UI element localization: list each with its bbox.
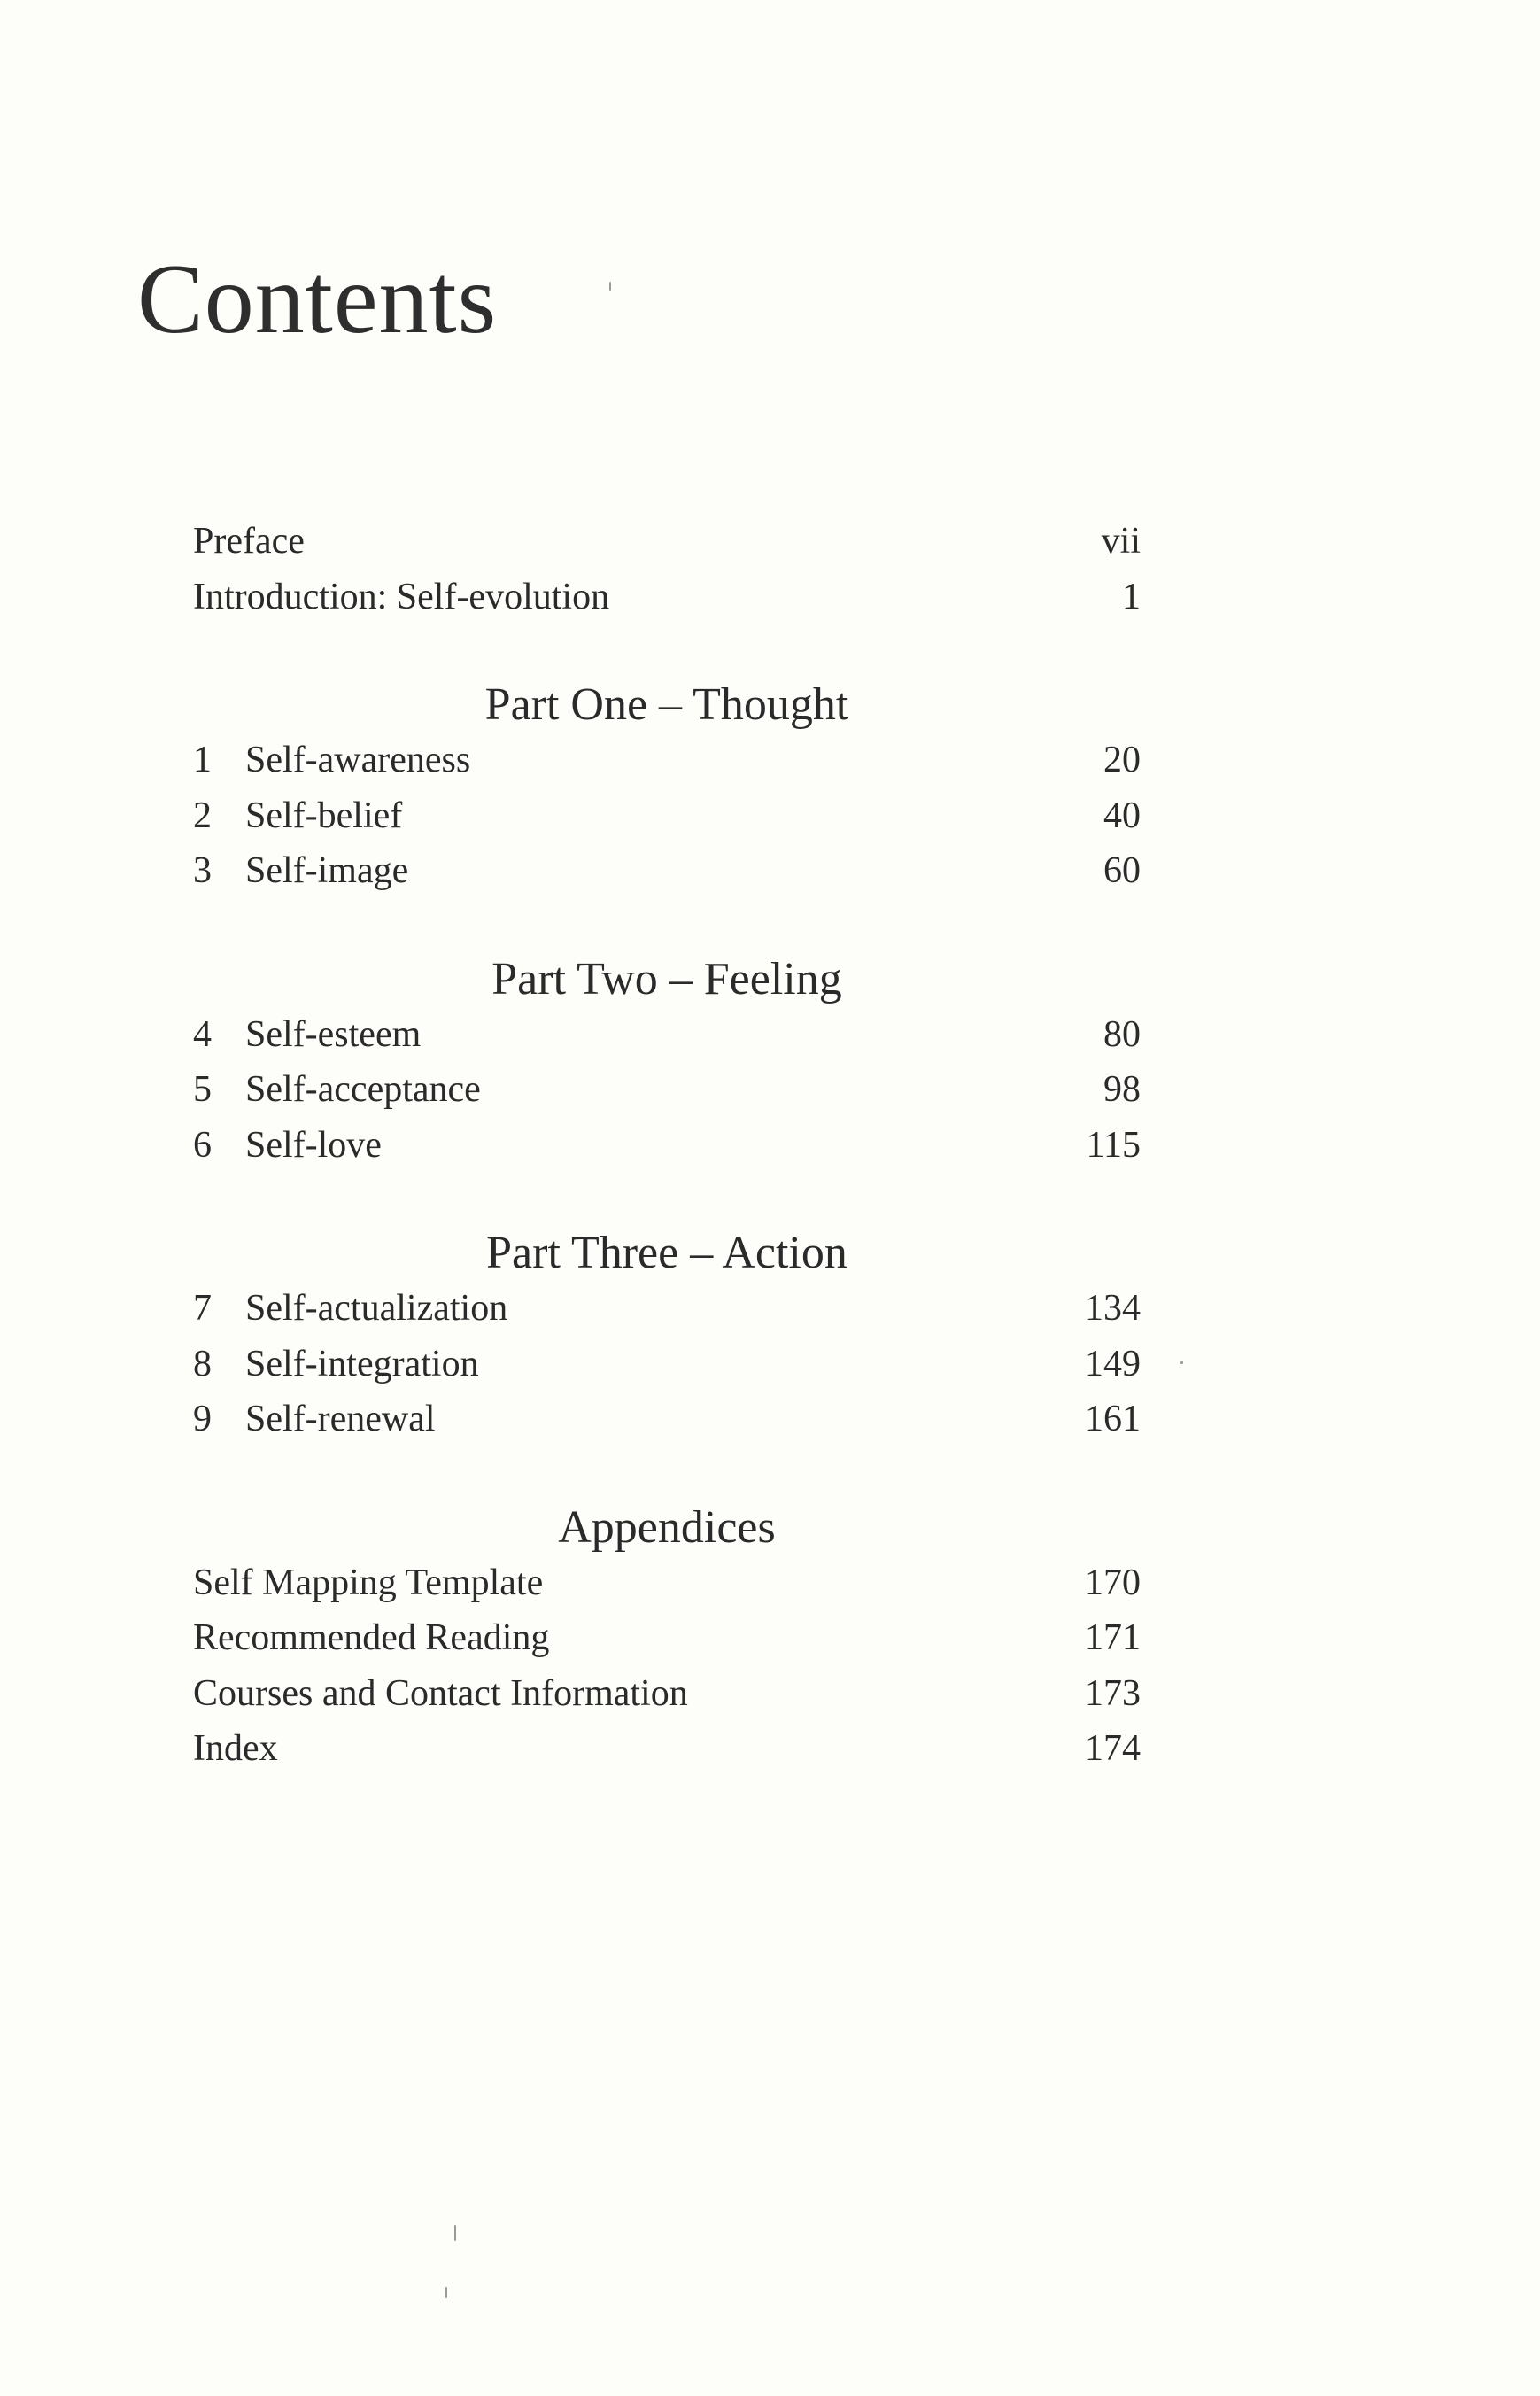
chapter-page: 149: [1085, 1343, 1141, 1384]
toc-entry-introduction: [193, 570, 1141, 625]
chapter-page: 134: [1085, 1288, 1141, 1329]
appendix-page: 173: [1085, 1672, 1141, 1714]
chapter-title: Self-acceptance: [245, 1069, 481, 1110]
appendix-title: Recommended Reading: [193, 1617, 550, 1658]
chapter-number: 1: [193, 740, 212, 780]
chapter-title: Self-integration: [245, 1343, 479, 1384]
toc-chapter-7: [193, 1281, 1141, 1337]
chapter-number: 3: [193, 850, 212, 891]
chapter-number: 2: [193, 795, 212, 836]
toc-entry-page: 1: [1122, 576, 1141, 617]
toc-chapter-6: [193, 1118, 1141, 1174]
toc-chapter-3: [193, 843, 1141, 899]
appendix-page: 170: [1085, 1562, 1141, 1603]
scan-speck: [1180, 1361, 1183, 1364]
appendices-heading: Appendices: [558, 1501, 776, 1553]
scan-speck: [609, 282, 611, 291]
page-title: Contents: [137, 244, 498, 354]
appendix-title: Self Mapping Template: [193, 1562, 544, 1603]
toc-appendix-entry: [193, 1666, 1141, 1722]
toc-appendix-entry: [193, 1721, 1141, 1777]
chapter-title: Self-renewal: [245, 1399, 436, 1439]
chapter-number: 7: [193, 1288, 212, 1329]
toc-entry-label: Preface: [193, 521, 305, 562]
toc-chapter-5: [193, 1062, 1141, 1118]
chapter-page: 115: [1086, 1124, 1141, 1166]
chapter-title: Self-love: [245, 1124, 382, 1166]
toc-chapter-2: [193, 788, 1141, 844]
part-heading-two: Part Two – Feeling: [491, 953, 842, 1004]
toc-chapter-4: [193, 1007, 1141, 1063]
toc-appendix-entry: [193, 1610, 1141, 1666]
chapter-page: 80: [1103, 1013, 1141, 1055]
chapter-title: Self-actualization: [245, 1288, 508, 1329]
chapter-number: 4: [193, 1013, 212, 1055]
chapter-page: 98: [1103, 1069, 1141, 1110]
part-heading-one: Part One – Thought: [484, 679, 849, 730]
chapter-title: Self-awareness: [245, 740, 471, 780]
chapter-number: 6: [193, 1124, 212, 1166]
appendix-title: Index: [193, 1728, 278, 1769]
part-heading-three: Part Three – Action: [486, 1228, 847, 1278]
chapter-title: Self-belief: [245, 795, 403, 836]
toc-entry-page: vii: [1101, 521, 1141, 562]
chapter-page: 40: [1103, 795, 1141, 836]
chapter-page: 161: [1085, 1399, 1141, 1439]
chapter-title: Self-esteem: [245, 1013, 422, 1055]
table-of-contents: [193, 514, 1141, 1777]
toc-chapter-8: [193, 1337, 1141, 1392]
chapter-number: 8: [193, 1343, 212, 1384]
chapter-title: Self-image: [245, 850, 409, 891]
scan-speck: [454, 2225, 456, 2241]
chapter-page: 20: [1103, 740, 1141, 780]
toc-appendix-entry: [193, 1555, 1141, 1611]
chapter-number: 5: [193, 1069, 212, 1110]
toc-entry-preface: [193, 514, 1141, 570]
appendix-page: 174: [1085, 1728, 1141, 1769]
toc-chapter-1: [193, 733, 1141, 788]
appendix-page: 171: [1085, 1617, 1141, 1658]
toc-entry-label: Introduction: Self-evolution: [193, 576, 610, 617]
scan-speck: [445, 2287, 447, 2298]
chapter-page: 60: [1103, 850, 1141, 891]
appendix-title: Courses and Contact Information: [193, 1672, 688, 1714]
chapter-number: 9: [193, 1399, 212, 1439]
toc-chapter-9: [193, 1392, 1141, 1447]
